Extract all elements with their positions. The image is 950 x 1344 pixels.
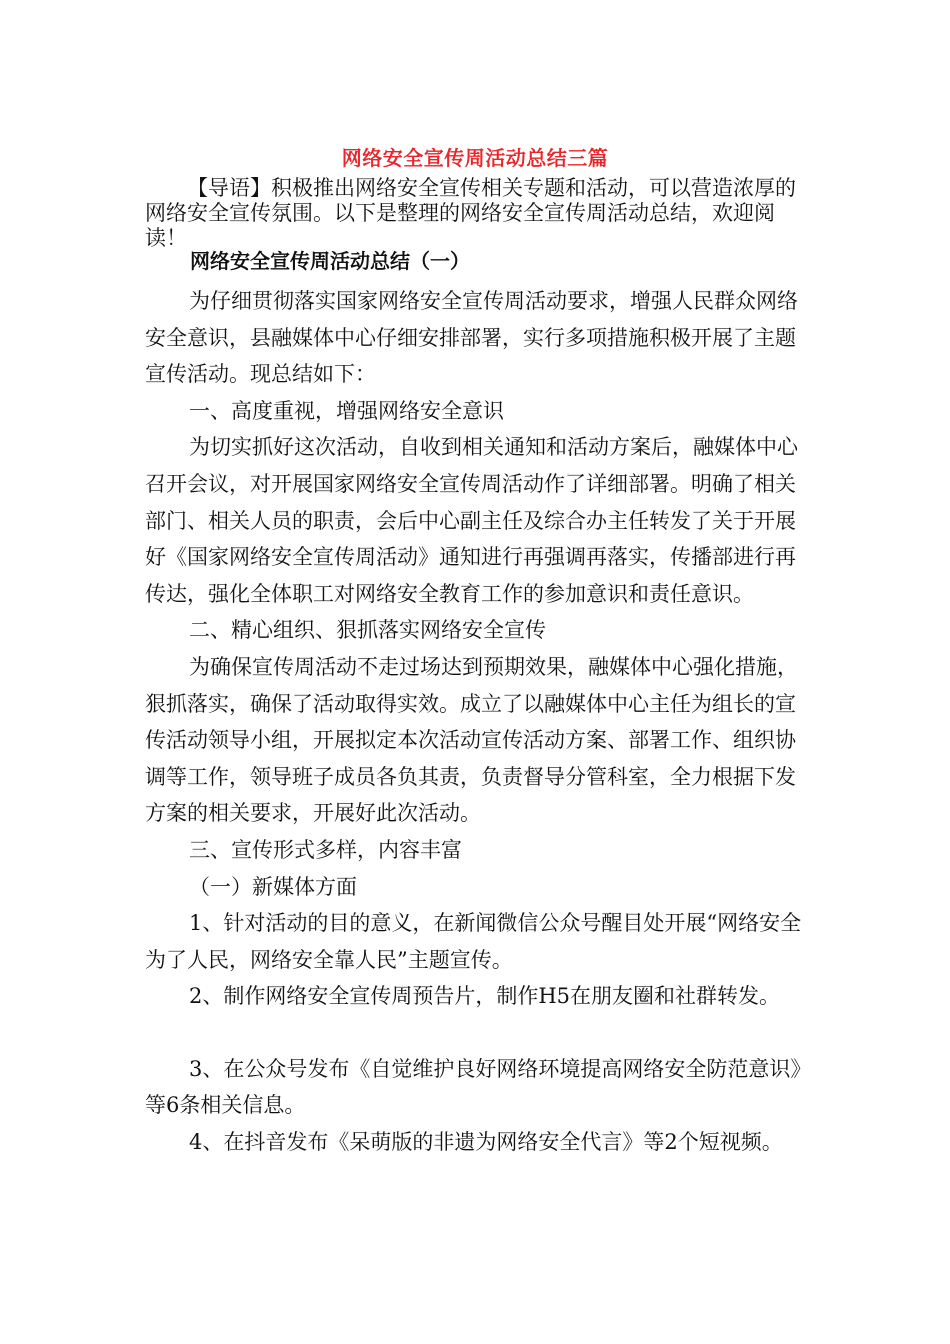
paragraph: 为仔细贯彻落实国家网络安全宣传周活动要求，增强人民群众网络安全意识，县融媒体中心仔细安排部署，实行多项措施积极开展了主题宣传活动。现总结如下： [145, 289, 798, 387]
blank-line [145, 1015, 815, 1051]
list-item: 3、在公众号发布《自觉维护良好网络环境提高网络安全防范意识》等6条相关信息。 [145, 1056, 812, 1118]
section-heading: 三、宣传形式多样，内容丰富 [189, 837, 462, 862]
paragraph: 为确保宣传周活动不走过场达到预期效果，融媒体中心强化措施，狠抓落实，确保了活动取得实效。成立了以融媒体中心主任为组长的宣传活动领导小组，开展拟定本次活动宣传活动方案、部署工作、组织协调等工作，领导班子成员各负其责，负责督导分管科室，全力根据下发方案的相关要求，开展好此次活动。 [145, 654, 798, 826]
paragraph: 为切实抓好这次活动，自收到相关通知和活动方案后，融媒体中心召开会议，对开展国家网络安全宣传周活动作了详细部署。明确了相关部门、相关人员的职责，会后中心副主任及综合办主任转发了关于开展好《国家网络安全宣传周活动》通知进行再强调再落实，传播部进行再传达，强化全体职工对网络安全教育工作的参加意识和责任意识。 [145, 435, 798, 606]
intro-paragraph: 【导语】积极推出网络安全宣传相关专题和活动，可以营造浓厚的网络安全宣传氛围。以下是整理的网络安全宣传周活动总结，欢迎阅读！ [145, 176, 796, 250]
list-item: 4、在抖音发布《呆萌版的非遗为网络安全代言》等2个短视频。 [189, 1130, 783, 1155]
document-title: 网络安全宣传周活动总结三篇 [341, 146, 609, 170]
section-title: 网络安全宣传周活动总结（一） [190, 249, 470, 273]
list-item: 2、制作网络安全宣传周预告片，制作H5在朋友圈和社群转发。 [189, 984, 781, 1009]
body-text [145, 283, 815, 1161]
section-heading: 一、高度重视，增强网络安全意识 [189, 398, 504, 423]
section-heading: 二、精心组织、狠抓落实网络安全宣传 [189, 618, 546, 643]
list-item: 1、针对活动的目的意义，在新闻微信公众号醒目处开展“网络安全为了人民，网络安全靠人民”主题宣传。 [145, 911, 802, 972]
subsection-heading: （一）新媒体方面 [189, 874, 357, 899]
